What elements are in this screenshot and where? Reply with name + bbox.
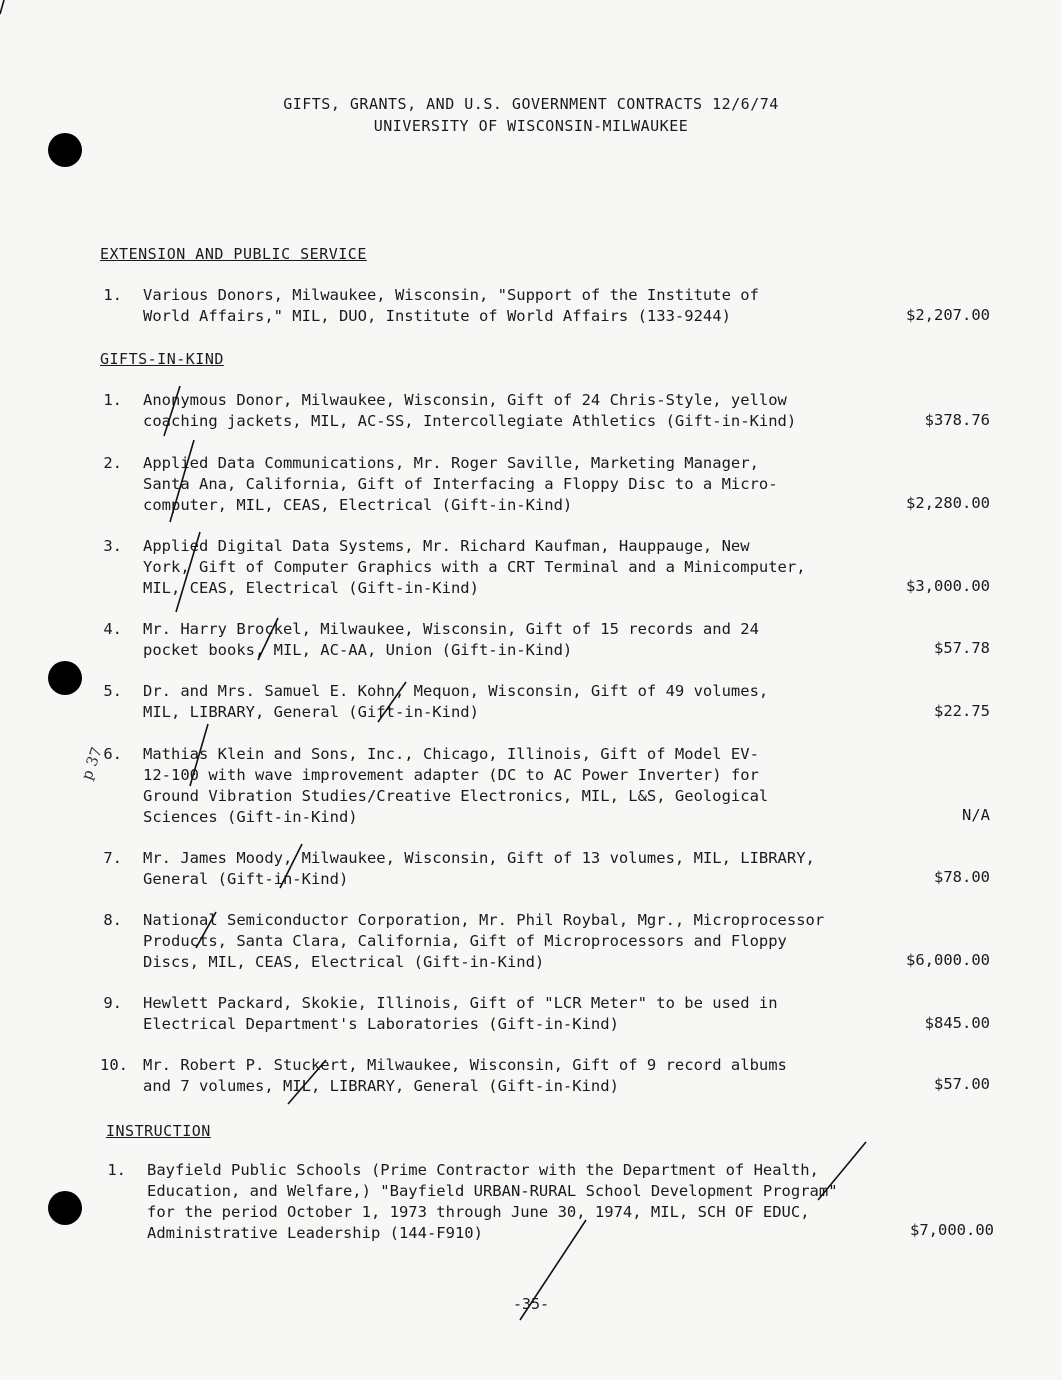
- item-number: 1.: [103, 391, 122, 409]
- item-amount: $2,280.00: [906, 494, 990, 512]
- item-description: Applied Data Communications, Mr. Roger Saville, Marketing Manager, Santa Ana, California, Gift of Interfacing a Floppy Disc to a Micro- computer, MIL, CEAS, Electrical (Gift-in-Kind): [143, 454, 778, 514]
- item-number: 8.: [103, 911, 122, 929]
- item-amount: $3,000.00: [906, 577, 990, 595]
- item-description: Mr. Robert P. Stuckert, Milwaukee, Wisconsin, Gift of 9 record albums and 7 volumes, MIL, LIBRARY, General (Gift-in-Kind): [143, 1056, 787, 1095]
- item-number: 5.: [103, 682, 122, 700]
- item-number: 1.: [107, 1161, 126, 1179]
- item-amount: $57.78: [934, 639, 990, 657]
- punch-hole-top: [48, 133, 82, 167]
- item-description: Hewlett Packard, Skokie, Illinois, Gift of "LCR Meter" to be used in Electrical Department's Laboratories (Gift-in-Kind): [143, 994, 778, 1033]
- document-title: GIFTS, GRANTS, AND U.S. GOVERNMENT CONTRACTS 12/6/74: [283, 95, 779, 113]
- item-amount: $22.75: [934, 702, 990, 720]
- item-number: 10.: [100, 1056, 128, 1074]
- item-description: Mr. James Moody, Milwaukee, Wisconsin, Gift of 13 volumes, MIL, LIBRARY, General (Gift-in-Kind): [143, 849, 815, 888]
- item-amount: N/A: [962, 806, 990, 824]
- item-description: Various Donors, Milwaukee, Wisconsin, "Support of the Institute of World Affairs," MIL, DUO, Institute of World Affairs (133-9244): [143, 286, 759, 325]
- item-number: 6.: [103, 745, 122, 763]
- item-number: 1.: [103, 286, 122, 304]
- item-description: Anonymous Donor, Milwaukee, Wisconsin, Gift of 24 Chris-Style, yellow coaching jackets, MIL, AC-SS, Intercollegiate Athletics (Gift-in-Kind): [143, 391, 797, 430]
- item-amount: $378.76: [924, 411, 990, 429]
- item-description: Bayfield Public Schools (Prime Contractor with the Department of Health, Education, and Welfare,) "Bayfield URBAN-RURAL School Development Program" for the period October 1, 1973 through June 30, 1974, MIL, SCH OF EDUC, Administrative Leadership (144-F910): [147, 1161, 838, 1242]
- item-description: Dr. and Mrs. Samuel E. Kohn, Mequon, Wisconsin, Gift of 49 volumes, MIL, LIBRARY, General (Gift-in-Kind): [143, 682, 769, 721]
- item-description: Applied Digital Data Systems, Mr. Richard Kaufman, Hauppauge, New York, Gift of Computer Graphics with a CRT Terminal and a Minicomputer, MIL, CEAS, Electrical (Gift-in-Kind): [143, 537, 806, 597]
- punch-hole-bottom: [48, 1191, 82, 1225]
- item-description: National Semiconductor Corporation, Mr. Phil Roybal, Mgr., Microprocessor Products, Santa Clara, California, Gift of Microprocessors and Floppy Discs, MIL, CEAS, Electrical (Gift-in-Kind): [143, 911, 825, 971]
- item-amount: $845.00: [924, 1014, 990, 1032]
- item-number: 9.: [103, 994, 122, 1012]
- section-heading-gifts-in-kind: GIFTS-IN-KIND: [100, 350, 224, 368]
- margin-note: p 37: [77, 744, 106, 783]
- item-amount: $78.00: [934, 868, 990, 886]
- item-number: 2.: [103, 454, 122, 472]
- item-amount: $57.00: [934, 1075, 990, 1093]
- item-number: 4.: [103, 620, 122, 638]
- item-number: 7.: [103, 849, 122, 867]
- item-number: 3.: [103, 537, 122, 555]
- document-subtitle: UNIVERSITY OF WISCONSIN-MILWAUKEE: [373, 117, 689, 135]
- section-heading-instruction: INSTRUCTION: [106, 1122, 211, 1140]
- item-description: Mr. Harry Brockel, Milwaukee, Wisconsin, Gift of 15 records and 24 pocket books, MIL, AC-AA, Union (Gift-in-Kind): [143, 620, 759, 659]
- item-amount: $6,000.00: [906, 951, 990, 969]
- punch-hole-middle: [48, 661, 82, 695]
- item-amount: $2,207.00: [906, 306, 990, 324]
- section-heading-extension: EXTENSION AND PUBLIC SERVICE: [100, 245, 367, 263]
- item-description: Mathias Klein and Sons, Inc., Chicago, Illinois, Gift of Model EV- 12-100 with wave improvement adapter (DC to AC Power Inverter) for Ground Vibration Studies/Creative Electronics, MIL, L&S, Geological Sciences (Gift-in-Kind): [143, 745, 769, 826]
- item-amount: $7,000.00: [910, 1221, 994, 1239]
- page-number: -35-: [512, 1295, 550, 1313]
